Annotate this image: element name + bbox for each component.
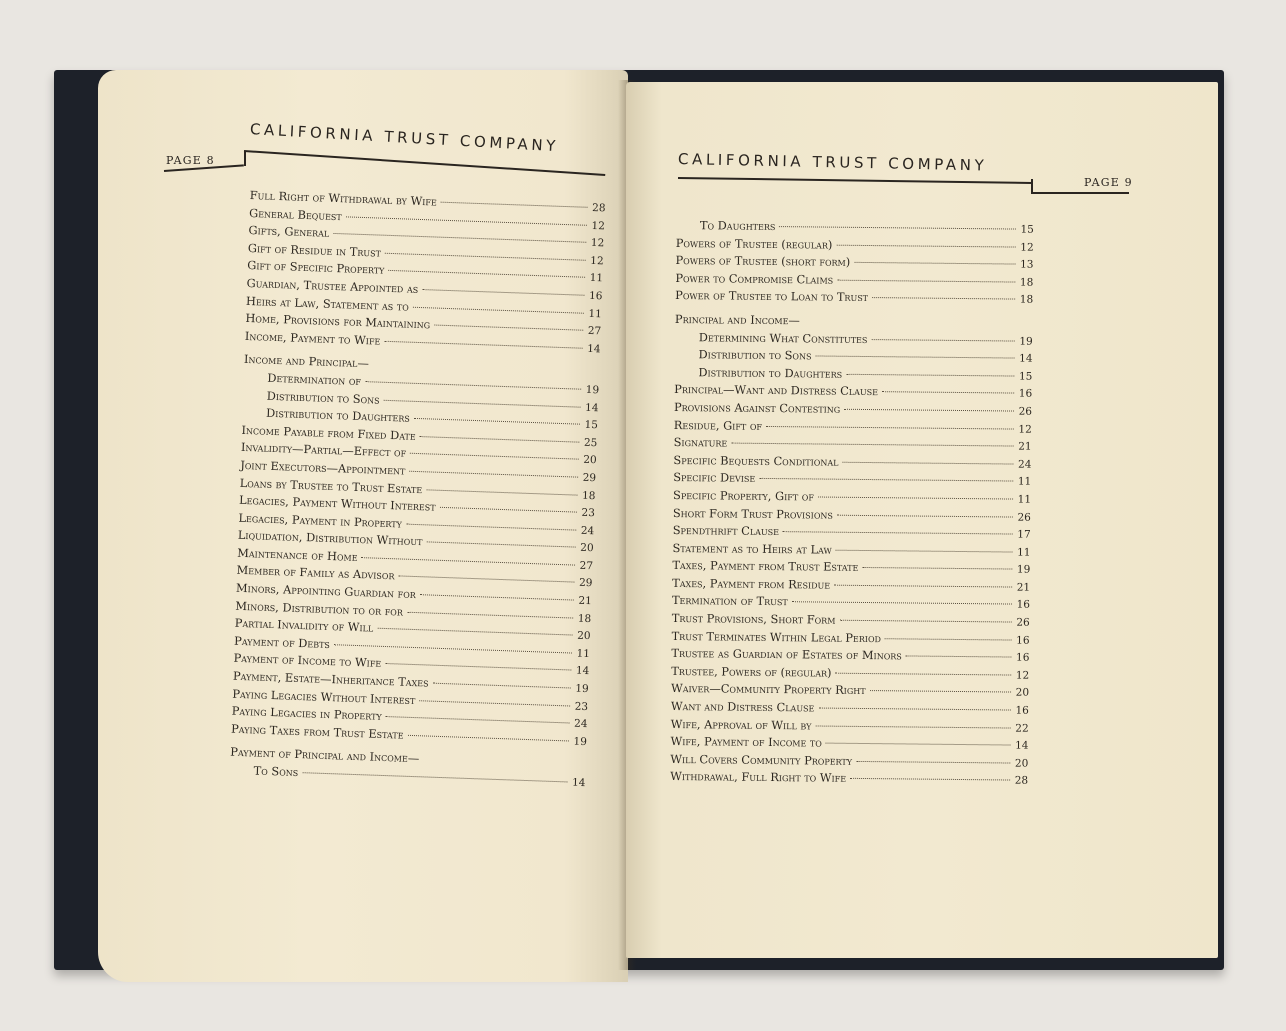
dot-leader	[385, 253, 586, 261]
dot-leader	[837, 279, 1015, 282]
dot-leader	[731, 443, 1013, 447]
entry-text: Gift of Residue in Trust	[247, 240, 382, 260]
dot-leader	[407, 611, 573, 618]
dot-leader	[441, 202, 588, 208]
entry-page-number: 11	[589, 272, 604, 285]
entry-text: Specific Bequests Conditional	[673, 452, 839, 469]
dot-leader	[882, 392, 1014, 394]
dot-leader	[842, 461, 1013, 464]
dot-leader	[815, 725, 1010, 728]
entry-text: Wife, Payment of Income to	[670, 734, 822, 750]
entry-page-number: 14	[584, 401, 599, 414]
entry-page-number: 11	[1017, 475, 1032, 489]
entry-page-number: 14	[575, 665, 590, 678]
entry-page-number: 23	[574, 700, 589, 713]
entry-page-number: 17	[1017, 528, 1031, 541]
entry-text: To Daughters	[699, 218, 776, 234]
entry-text: Want and Distress Clause	[670, 699, 815, 715]
entry-page-number: 19	[1016, 563, 1031, 577]
entry-page-number: 27	[579, 559, 594, 573]
entry-page-number: 14	[587, 342, 601, 356]
dot-leader	[385, 663, 571, 671]
page-number: PAGE 8	[166, 154, 215, 167]
header-rule-step	[1031, 179, 1033, 193]
entry-text: Waiver—Community Property Right	[671, 681, 866, 698]
entry-text: Member of Family as Advisor	[236, 563, 395, 583]
entry-page-number: 11	[588, 307, 603, 320]
entry-page-number: 24	[580, 524, 595, 537]
entry-page-number: 25	[583, 436, 598, 449]
dot-leader	[850, 778, 1010, 781]
entry-page-number: 21	[1018, 440, 1032, 453]
entry-text: Powers of Trustee (regular)	[675, 235, 833, 252]
entry-text: Determination of	[267, 370, 362, 388]
entry-page-number: 27	[587, 325, 602, 338]
dot-leader	[836, 244, 1015, 247]
entry-text: Distribution to Sons	[266, 388, 380, 407]
entry-text: Payment of Income to Wife	[233, 651, 382, 671]
entry-page-number: 16	[1016, 634, 1030, 647]
entry-text: Distribution to Daughters	[698, 364, 843, 381]
dot-leader	[419, 700, 570, 706]
entry-text: Income and Principal—	[243, 352, 370, 371]
dot-leader	[334, 644, 572, 653]
entry-text: Power to Compromise Claims	[675, 270, 834, 287]
entry-page-number: 24	[573, 717, 588, 731]
index-list-left	[229, 188, 605, 793]
entry-page-number: 13	[1020, 258, 1034, 271]
entry-text: Principal—Want and Distress Clause	[674, 382, 879, 399]
entry-text: Withdrawal, Full Right to Wife	[670, 769, 847, 786]
entry-text: Minors, Appointing Guardian for	[235, 580, 417, 602]
entry-page-number: 20	[583, 454, 597, 467]
dot-leader	[818, 708, 1010, 711]
entry-page-number: 15	[1018, 370, 1033, 383]
entry-text: Heirs at Law, Statement as to	[245, 293, 410, 314]
entry-page-number: 22	[1015, 722, 1029, 735]
entry-page-number: 20	[576, 629, 591, 643]
entry-page-number: 14	[1015, 739, 1029, 752]
entry-page-number: 14	[571, 776, 586, 790]
dot-leader	[835, 673, 1011, 676]
entry-text: Trust Terminates Within Legal Period	[671, 628, 882, 645]
entry-text: Taxes, Payment from Trust Estate	[672, 558, 859, 575]
entry-text: Gifts, General	[248, 223, 330, 240]
dot-leader	[384, 341, 582, 349]
entry-page-number: 12	[1015, 669, 1030, 682]
entry-text: Home, Provisions for Maintaining	[245, 311, 431, 332]
entry-text: Specific Devise	[673, 470, 756, 486]
entry-page-number: 16	[588, 289, 603, 303]
dot-leader	[870, 690, 1011, 692]
entry-text: Paying Taxes from Trust Estate	[230, 721, 404, 742]
dot-leader	[779, 226, 1016, 229]
entry-page-number: 15	[1020, 223, 1034, 236]
entry-page-number: 12	[1018, 423, 1032, 436]
left-page	[98, 70, 628, 982]
dot-leader	[826, 743, 1011, 746]
dot-leader	[384, 399, 581, 407]
header-title: CALIFORNIA TRUST COMPANY	[249, 120, 560, 156]
entry-page-number: 24	[1018, 458, 1032, 471]
entry-text: Trustee, Powers of (regular)	[671, 663, 832, 680]
entry-page-number: 12	[1020, 241, 1034, 254]
dot-leader	[408, 735, 569, 742]
dot-leader	[872, 297, 1015, 299]
entry-text: Provisions Against Contesting	[673, 399, 841, 416]
dot-leader	[816, 356, 1015, 359]
entry-page-number: 20	[580, 542, 594, 555]
entry-text: Full Right of Withdrawal by Wife	[249, 188, 438, 209]
dot-leader	[426, 542, 575, 548]
entry-page-number: 26	[1018, 405, 1033, 418]
entry-page-number: 19	[1019, 335, 1033, 348]
entry-page-number: 26	[1017, 511, 1031, 524]
entry-text: Guardian, Trustee Appointed as	[246, 275, 419, 296]
entry-text: Determining What Constitutes	[698, 329, 868, 346]
dot-leader	[846, 374, 1014, 377]
entry-text: Payment of Principal and Income—	[230, 745, 420, 766]
entry-text: Principal and Income—	[674, 311, 800, 328]
entry-text: Distribution to Sons	[698, 347, 812, 363]
dot-leader	[406, 523, 576, 530]
dot-leader	[434, 325, 583, 331]
entry-text: Spendthrift Clause	[672, 523, 780, 539]
dot-leader	[422, 289, 584, 296]
entry-text: Income, Payment to Wife	[244, 328, 381, 348]
entry-text: Specific Property, Gift of	[673, 487, 815, 504]
header-rule-step	[244, 152, 246, 166]
entry-text: Trust Provisions, Short Form	[671, 611, 836, 627]
entry-page-number: 12	[590, 237, 605, 250]
dot-leader	[871, 339, 1014, 342]
entry-page-number: 23	[581, 506, 596, 520]
entry-page-number: 26	[1016, 616, 1030, 629]
entry-page-number: 18	[581, 489, 596, 502]
dot-leader	[346, 216, 587, 225]
entry-page-number: 29	[578, 577, 593, 590]
entry-text: Wife, Approval of Will by	[670, 716, 812, 733]
dot-leader	[834, 585, 1012, 588]
entry-text: Powers of Trustee (short form)	[675, 253, 851, 270]
entry-page-number: 15	[584, 418, 599, 432]
entry-page-number: 11	[1017, 546, 1031, 559]
dot-leader	[413, 306, 584, 313]
dot-leader	[433, 683, 571, 689]
entry-page-number: 11	[576, 647, 591, 660]
entry-text: Will Covers Community Property	[670, 751, 853, 768]
entry-page-number: 19	[585, 383, 600, 397]
header-rule-top	[678, 177, 1032, 184]
entry-page-number: 16	[1015, 704, 1029, 717]
entry-page-number: 14	[1019, 352, 1033, 365]
dot-leader	[783, 531, 1013, 534]
dot-leader	[409, 471, 578, 478]
entry-text: Joint Executors—Appointment	[240, 457, 406, 478]
entry-page-number: 28	[591, 201, 606, 215]
entry-page-number: 21	[1016, 581, 1031, 594]
dot-leader	[386, 716, 570, 723]
dot-leader	[362, 557, 576, 565]
entry-page-number: 18	[1019, 276, 1034, 289]
dot-leader	[388, 270, 585, 278]
entry-page-number: 20	[1015, 687, 1030, 700]
index-list-right	[670, 218, 1034, 791]
dot-leader	[836, 549, 1013, 552]
dot-leader	[818, 496, 1013, 499]
entry-page-number: 16	[1018, 387, 1033, 401]
entry-text: Maintenance of Home	[237, 545, 358, 564]
entry-text: Legacies, Payment in Property	[238, 510, 403, 531]
page-number: PAGE 9	[1084, 176, 1133, 189]
dot-leader	[398, 576, 574, 583]
dot-leader	[440, 507, 577, 513]
entry-text: Payment of Debts	[233, 633, 331, 651]
index-entry	[675, 288, 1033, 309]
dot-leader	[854, 262, 1015, 265]
dot-leader	[410, 453, 579, 460]
entry-text: Loans by Trustee to Trust Estate	[239, 475, 423, 496]
entry-page-number: 19	[575, 682, 589, 696]
entry-text: Legacies, Payment Without Interest	[238, 492, 436, 514]
dot-leader	[302, 772, 567, 782]
entry-page-number: 18	[1019, 293, 1034, 307]
dot-leader	[844, 409, 1014, 412]
dot-leader	[837, 514, 1013, 517]
entry-page-number: 18	[577, 612, 592, 625]
entry-page-number: 28	[1014, 774, 1029, 788]
dot-leader	[766, 425, 1014, 429]
entry-text: Payment, Estate—Inheritance Taxes	[232, 668, 429, 690]
entry-text: Statement as to Heirs at Law	[672, 540, 832, 557]
entry-text: Liquidation, Distribution Without	[237, 528, 423, 549]
entry-page-number: 11	[1017, 493, 1032, 506]
index-entry	[670, 769, 1028, 790]
dot-leader	[906, 656, 1012, 658]
entry-text: General Bequest	[248, 205, 343, 223]
entry-text: To Sons	[253, 763, 299, 780]
entry-text: Distribution to Daughters	[265, 405, 411, 425]
entry-text: Taxes, Payment from Residue	[672, 575, 831, 592]
entry-page-number: 29	[582, 471, 597, 485]
dot-leader	[414, 418, 580, 425]
entry-page-number: 16	[1016, 599, 1031, 612]
entry-text: Termination of Trust	[671, 593, 788, 609]
entry-page-number: 21	[578, 594, 592, 608]
entry-text: Short Form Trust Provisions	[672, 505, 833, 522]
dot-leader	[365, 381, 581, 390]
entry-text: Paying Legacies in Property	[231, 703, 383, 724]
entry-text: Income Payable from Fixed Date	[241, 422, 416, 443]
dot-leader	[420, 594, 574, 600]
dot-leader	[862, 567, 1012, 570]
dot-leader	[426, 489, 577, 495]
dot-leader	[759, 478, 1013, 482]
dot-leader	[420, 436, 580, 443]
entry-page-number: 12	[591, 219, 606, 232]
entry-text: Minors, Distribution to or for	[235, 598, 404, 619]
entry-text: Invalidity—Partial—Effect of	[240, 440, 407, 460]
dot-leader	[333, 233, 586, 243]
dot-leader	[377, 628, 572, 636]
entry-page-number: 20	[1014, 757, 1029, 770]
entry-page-number: 12	[590, 254, 604, 268]
entry-text: Residue, Gift of	[673, 417, 763, 433]
entry-text: Gift of Specific Property	[247, 258, 385, 278]
entry-text: Power of Trustee to Loan to Trust	[675, 288, 869, 305]
entry-page-number: 16	[1015, 651, 1030, 664]
header-title: CALIFORNIA TRUST COMPANY	[677, 150, 988, 175]
dot-leader	[839, 620, 1011, 623]
dot-leader	[856, 761, 1010, 764]
right-page	[626, 82, 1218, 958]
entry-page-number: 19	[573, 735, 588, 748]
dot-leader	[885, 638, 1012, 640]
entry-text: Signature	[673, 435, 728, 450]
entry-text: Paying Legacies Without Interest	[232, 686, 416, 707]
entry-text: Trustee as Guardian of Estates of Minors	[671, 646, 902, 663]
header-rule-right	[1031, 192, 1129, 194]
entry-text: Partial Invalidity of Will	[234, 615, 374, 635]
dot-leader	[792, 602, 1012, 605]
